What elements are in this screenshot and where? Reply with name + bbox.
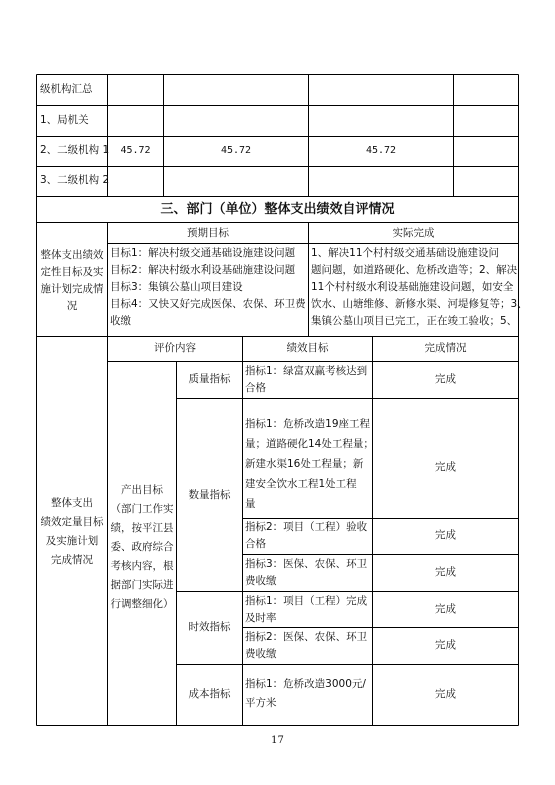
header-eval-content: 评价内容 xyxy=(154,342,196,354)
section-title: 三、部门（单位）整体支出绩效自评情况 xyxy=(160,202,395,217)
timeliness-indicator-2-done: 完成 xyxy=(435,639,456,651)
quantity-indicator-1-done: 完成 xyxy=(435,461,456,473)
document-page: 级机构汇总 1、局机关 2、二级机构 1 3、二级机构 2 45.72 45.72 45.72 三、部门（单位）整体支出绩效自评情况 整体支出绩效 定性目标及实 施计划完成情 况 预期目标 实际完成 目标1：解决村级交通基础设施建设问题 目标2：解决村级水利设基础施建设问题 目标3：集镇公墓山项目建设 目标4：又快又好完成医保、农保、环卫费 收缴 1、解决11个村村级交通基础设施建设问 题问题，如道路硬化、危桥改造等；2、解决 11个村村级水利设基础施建设问题，如安全 饮水、山塘维修、新修水渠、河堤修复等；3、 集镇公墓山项目已完工，正在竣工验收；5、 整体支出 绩效定量目标 及实施计划 完成情况 评价内容 绩效目标 完成情况 产出目标 （部门工作实 绩，按平江县 委、政府综合 考核内容，根 据部门实际进 行调整细化） 质量指标 数量指标 时效指标 成本指标 指标1：绿富双赢考核达到 合格 完成 指标1：危桥改造19座工程 量；道路硬化14处工程量； 新建水渠16处工程量；新 建安全饮水工程1处工程 量 完成 指标2：项目（工程）验收 合格 完成 指标3：医保、农保、环卫 费收缴 完成 指标1：项目（工程）完成 及时率 完成 指标2：医保、农保、环卫 费收缴 完成 指标1：危桥改造3000元/ 平方米 完成 17 xyxy=(0,0,555,785)
row-label-sub1: 2、二级机构 1 xyxy=(40,144,110,156)
page-number: 17 xyxy=(271,735,284,746)
planned-goals-header: 预期目标 xyxy=(187,227,229,239)
sub1-value-3: 45.72 xyxy=(365,145,397,156)
header-completion: 完成情况 xyxy=(424,342,467,354)
row-label-sub2: 3、二级机构 2 xyxy=(40,174,110,186)
row-label-bureau: 1、局机关 xyxy=(40,114,89,126)
cost-indicator-label: 成本指标 xyxy=(188,688,231,700)
quantity-indicator-2-done: 完成 xyxy=(435,529,456,541)
quality-indicator-1-done: 完成 xyxy=(435,373,456,385)
timeliness-indicator-label: 时效指标 xyxy=(188,621,231,633)
actual-done-header: 实际完成 xyxy=(392,227,435,239)
header-perf-target: 绩效目标 xyxy=(286,342,329,354)
quantity-indicator-3-done: 完成 xyxy=(435,566,456,578)
row-label-summary: 级机构汇总 xyxy=(40,83,93,95)
sub1-value-1: 45.72 xyxy=(120,145,151,156)
sub1-value-2: 45.72 xyxy=(220,145,252,156)
timeliness-indicator-1-done: 完成 xyxy=(435,603,456,615)
quality-indicator-label: 质量指标 xyxy=(188,373,231,385)
quantity-indicator-label: 数量指标 xyxy=(188,489,231,501)
cost-indicator-1-done: 完成 xyxy=(435,688,456,700)
